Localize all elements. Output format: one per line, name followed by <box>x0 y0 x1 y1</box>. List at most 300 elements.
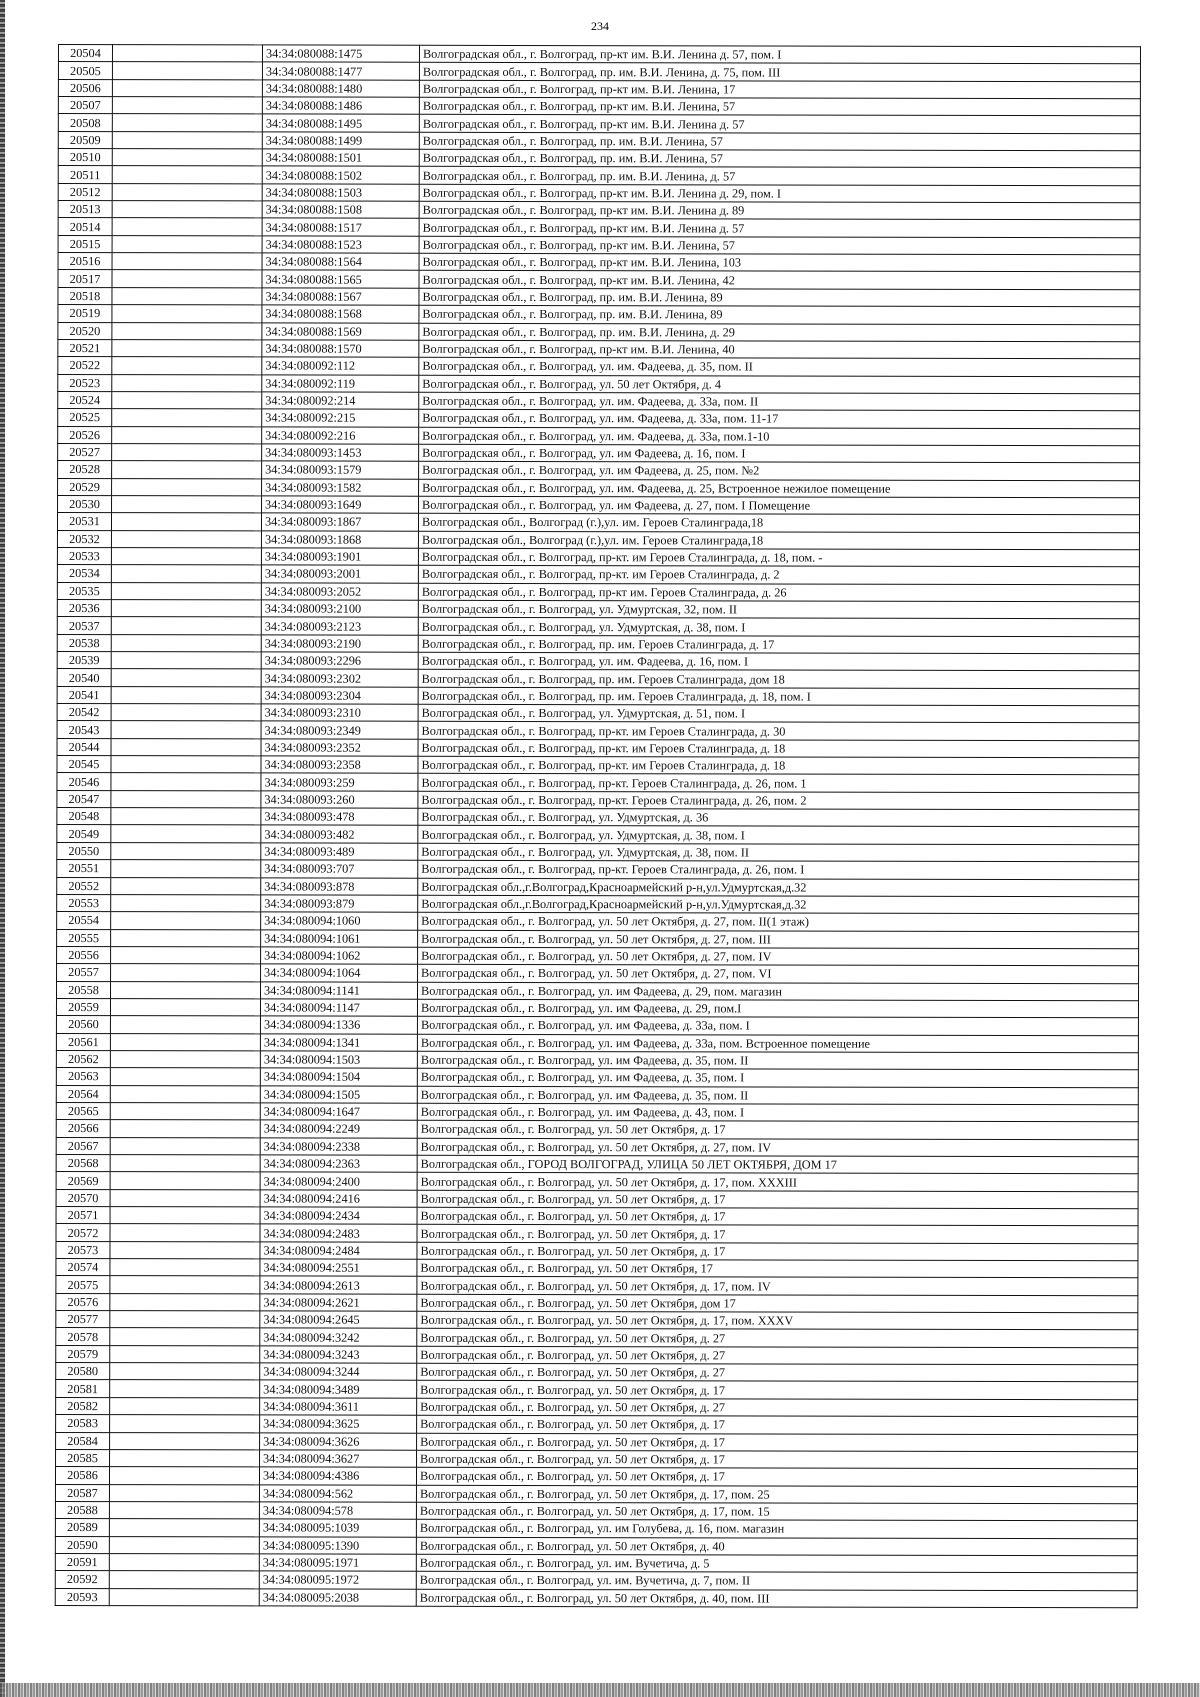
row-number: 20555 <box>57 929 111 946</box>
row-number: 20510 <box>58 149 112 166</box>
address: Волгоградская обл., г. Волгоград, ул. 50 лет Октября, дом 17 <box>417 1294 1138 1313</box>
row-number: 20556 <box>57 946 111 963</box>
cadastral-number: 34:34:080088:1564 <box>262 253 419 271</box>
table-row <box>56 1415 1138 1435</box>
address: Волгоградская обл., г. Волгоград, ул. 50 лет Октября, д. 27 <box>417 1346 1138 1365</box>
empty-cell <box>112 461 262 479</box>
row-number: 20568 <box>56 1154 110 1171</box>
empty-cell <box>112 305 262 323</box>
address: Волгоградская обл., г. Волгоград, пр-кт. им Героев Сталинграда, д. 18, пом. - <box>418 548 1139 567</box>
table-row <box>57 738 1139 758</box>
table-row <box>57 652 1139 672</box>
address: Волгоградская обл., г. Волгоград, ул. 50 лет Октября, д. 17 <box>417 1381 1138 1400</box>
address: Волгоградская обл., г. Волгоград, пр. им. В.И. Ленина, 57 <box>419 132 1140 151</box>
empty-cell <box>112 478 262 496</box>
row-number: 20533 <box>57 547 111 564</box>
row-number: 20541 <box>57 686 111 703</box>
table-row <box>58 201 1140 221</box>
table-row <box>56 1293 1138 1313</box>
address: Волгоградская обл., г. Волгоград, ул. 50 лет Октября, д. 17, пом. IV <box>417 1277 1138 1296</box>
cadastral-number: 34:34:080093:260 <box>261 791 418 809</box>
table-row <box>55 1501 1137 1521</box>
table-row <box>57 530 1139 550</box>
empty-cell <box>110 1276 260 1294</box>
empty-cell <box>111 981 261 999</box>
table-row <box>58 218 1140 238</box>
cadastral-number: 34:34:080094:3626 <box>260 1432 417 1450</box>
cadastral-number: 34:34:080094:2483 <box>260 1224 417 1242</box>
empty-cell <box>109 1501 259 1519</box>
empty-cell <box>112 149 262 167</box>
cadastral-number: 34:34:080094:1503 <box>260 1051 417 1069</box>
address: Волгоградская обл., ГОРОД ВОЛГОГРАД, УЛИЦА 50 ЛЕТ ОКТЯБРЯ, ДОМ 17 <box>417 1155 1138 1174</box>
address: Волгоградская обл., г. Волгоград, пр. им. Героев Сталинграда, д. 18, пом. I <box>418 687 1139 706</box>
table-row <box>58 391 1140 411</box>
table-row <box>57 617 1139 637</box>
row-number: 20582 <box>56 1397 110 1414</box>
address: Волгоградская обл., г. Волгоград, ул. 50 лет Октября, д. 40, пом. III <box>416 1589 1137 1608</box>
table-row <box>55 1519 1137 1539</box>
table-row <box>56 1449 1138 1469</box>
empty-cell <box>109 1484 259 1502</box>
table-row <box>57 565 1139 585</box>
address: Волгоградская обл., г. Волгоград, ул. им Фадеева, д. 35, пом. I <box>417 1069 1138 1088</box>
empty-cell <box>111 946 261 964</box>
empty-cell <box>111 513 261 531</box>
row-number: 20591 <box>55 1553 109 1570</box>
cadastral-number: 34:34:080094:3611 <box>260 1398 417 1416</box>
cadastral-number: 34:34:080094:2434 <box>260 1207 417 1225</box>
cadastral-number: 34:34:080094:1147 <box>260 999 417 1017</box>
cadastral-number: 34:34:080088:1475 <box>262 45 419 63</box>
row-number: 20520 <box>58 322 112 339</box>
row-number: 20539 <box>57 652 111 669</box>
cadastral-number: 34:34:080093:259 <box>261 773 418 791</box>
table-row <box>57 981 1139 1001</box>
table-row <box>57 756 1139 776</box>
table-row <box>58 461 1140 481</box>
empty-cell <box>111 773 261 791</box>
empty-cell <box>110 1397 260 1415</box>
table-row <box>57 547 1139 567</box>
table-row <box>56 1380 1138 1400</box>
table-row <box>58 287 1140 307</box>
table-row <box>56 1189 1138 1209</box>
empty-cell <box>110 1311 260 1329</box>
cadastral-number: 34:34:080088:1499 <box>262 132 419 150</box>
table-row <box>57 842 1139 862</box>
empty-cell <box>112 97 262 115</box>
row-number: 20548 <box>57 808 111 825</box>
empty-cell <box>112 131 262 149</box>
cadastral-number: 34:34:080094:562 <box>259 1484 416 1502</box>
cadastral-number: 34:34:080088:1495 <box>262 114 419 132</box>
empty-cell <box>111 669 261 687</box>
empty-cell <box>111 634 261 652</box>
empty-cell <box>109 1467 259 1485</box>
table-row <box>58 443 1140 463</box>
empty-cell <box>109 1536 259 1554</box>
empty-cell <box>111 686 261 704</box>
empty-cell <box>110 1293 260 1311</box>
table-row <box>58 131 1140 151</box>
row-number: 20523 <box>58 374 112 391</box>
row-number: 20587 <box>55 1484 109 1501</box>
address: Волгоградская обл., г. Волгоград, пр-кт им. Героев Сталинграда, д. 26 <box>418 583 1139 602</box>
table-row <box>58 478 1140 498</box>
cadastral-number: 34:34:080094:3625 <box>260 1415 417 1433</box>
table-row <box>55 1553 1137 1573</box>
cadastral-number: 34:34:080095:1972 <box>259 1571 416 1589</box>
empty-cell <box>110 1172 260 1190</box>
address: Волгоградская обл., г. Волгоград, ул. 50 лет Октября, д. 17, пом. XXXIII <box>417 1173 1138 1192</box>
table-row <box>57 582 1139 602</box>
empty-cell <box>111 738 261 756</box>
cadastral-number: 34:34:080093:1867 <box>261 513 418 531</box>
address: Волгоградская обл., г. Волгоград, пр-кт им. В.И. Ленина д. 57 <box>419 115 1140 134</box>
address: Волгоградская обл., г. Волгоград, ул. 50 лет Октября, д. 17, пом. XXXV <box>417 1311 1138 1330</box>
address: Волгоградская обл., г. Волгоград, ул. им. Фадеева, д. 35, пом. II <box>419 357 1140 376</box>
row-number: 20592 <box>55 1571 109 1588</box>
empty-cell <box>112 270 262 288</box>
address: Волгоградская обл., г. Волгоград, пр-кт им. В.И. Ленина д. 57, пом. I <box>419 45 1140 64</box>
cadastral-number: 34:34:080094:3627 <box>260 1450 417 1468</box>
empty-cell <box>111 600 261 618</box>
cadastral-number: 34:34:080088:1569 <box>262 322 419 340</box>
row-number: 20593 <box>55 1588 109 1605</box>
address: Волгоградская обл.,г.Волгоград,Красноармейский р-н,ул.Удмуртская,д.32 <box>418 878 1139 897</box>
cadastral-number: 34:34:080088:1523 <box>262 236 419 254</box>
cadastral-number: 34:34:080093:878 <box>261 877 418 895</box>
table-row <box>56 1241 1138 1261</box>
empty-cell <box>111 860 261 878</box>
address: Волгоградская обл., г. Волгоград, ул. им Фадеева, д. 33а, пом. I <box>417 1017 1138 1036</box>
table-row <box>55 1571 1137 1591</box>
address: Волгоградская обл., г. Волгоград, пр. им. Героев Сталинграда, дом 18 <box>418 670 1139 689</box>
row-number: 20566 <box>56 1120 110 1137</box>
table-row <box>56 1050 1138 1070</box>
address: Волгоградская обл., г. Волгоград, пр-кт им. В.И. Ленина, 103 <box>419 253 1140 272</box>
row-number: 20576 <box>56 1293 110 1310</box>
address: Волгоградская обл., г. Волгоград, пр-кт. Героев Сталинграда, д. 26, пом. 1 <box>418 774 1139 793</box>
cadastral-number: 34:34:080088:1502 <box>262 166 419 184</box>
address: Волгоградская обл., г. Волгоград, ул. им. Фадеева, д. 25, Встроенное нежилое помещение <box>419 479 1140 498</box>
empty-cell <box>111 565 261 583</box>
empty-cell <box>111 548 261 566</box>
address: Волгоградская обл., г. Волгоград, ул. 50 лет Октября, д. 17 <box>417 1207 1138 1226</box>
table-row <box>56 1311 1138 1331</box>
empty-cell <box>110 1137 260 1155</box>
cadastral-number: 34:34:080092:119 <box>262 374 419 392</box>
row-number: 20535 <box>57 582 111 599</box>
table-row <box>57 860 1139 880</box>
row-number: 20513 <box>58 201 112 218</box>
row-number: 20538 <box>57 634 111 651</box>
empty-cell <box>110 1449 260 1467</box>
row-number: 20571 <box>56 1207 110 1224</box>
cadastral-number: 34:34:080093:2358 <box>261 756 418 774</box>
cadastral-number: 34:34:080095:1390 <box>259 1536 416 1554</box>
cadastral-number: 34:34:080093:2100 <box>261 600 418 618</box>
address: Волгоградская обл., г. Волгоград, ул. 50 лет Октября, д. 17 <box>417 1190 1138 1209</box>
cadastral-number: 34:34:080094:2249 <box>260 1120 417 1138</box>
table-row <box>57 877 1139 897</box>
cadastral-number: 34:34:080088:1477 <box>262 62 419 80</box>
empty-cell <box>111 790 261 808</box>
row-number: 20518 <box>58 287 112 304</box>
table-row <box>56 1172 1138 1192</box>
empty-cell <box>111 704 261 722</box>
row-number: 20551 <box>57 860 111 877</box>
row-number: 20567 <box>56 1137 110 1154</box>
row-number: 20558 <box>57 981 111 998</box>
address: Волгоградская обл., г. Волгоград, ул. им. Вучетича, д. 5 <box>416 1554 1137 1573</box>
row-number: 20552 <box>57 877 111 894</box>
row-number: 20585 <box>56 1449 110 1466</box>
cadastral-number: 34:34:080093:478 <box>261 808 418 826</box>
cadastral-number: 34:34:080088:1501 <box>262 149 419 167</box>
address: Волгоградская обл., г. Волгоград, пр. им. Героев Сталинграда, д. 17 <box>418 635 1139 654</box>
address: Волгоградская обл., г. Волгоград, ул. им Фадеева, д. 33а, пом. Встроенное помещение <box>417 1034 1138 1053</box>
row-number: 20572 <box>56 1224 110 1241</box>
cadastral-number: 34:34:080093:2190 <box>261 635 418 653</box>
table-row <box>56 1276 1138 1296</box>
address: Волгоградская обл., г. Волгоград, ул. Удмуртская, д. 38, пом. I <box>418 826 1139 845</box>
cadastral-number: 34:34:080094:1064 <box>261 964 418 982</box>
empty-cell <box>110 1259 260 1277</box>
empty-cell <box>111 652 261 670</box>
empty-cell <box>111 582 261 600</box>
table-row <box>58 183 1140 203</box>
cadastral-number: 34:34:080088:1567 <box>262 288 419 306</box>
row-number: 20549 <box>57 825 111 842</box>
scan-edge-left <box>0 0 5 1697</box>
cadastral-number: 34:34:080093:2352 <box>261 739 418 757</box>
empty-cell <box>111 964 261 982</box>
empty-cell <box>110 1345 260 1363</box>
row-number: 20574 <box>56 1259 110 1276</box>
table-row <box>58 149 1140 169</box>
table-row <box>55 1484 1137 1504</box>
table-row <box>57 825 1139 845</box>
table-row <box>57 894 1139 914</box>
address: Волгоградская обл., г. Волгоград, ул. 50 лет Октября, д. 17, пом. 15 <box>416 1502 1137 1521</box>
empty-cell <box>112 62 262 80</box>
address: Волгоградская обл., г. Волгоград, ул. 50 лет Октября, 17 <box>417 1259 1138 1278</box>
table-row <box>58 97 1140 117</box>
cadastral-number: 34:34:080094:2400 <box>260 1172 417 1190</box>
table-row <box>56 1259 1138 1279</box>
row-number: 20531 <box>57 513 111 530</box>
row-number: 20544 <box>57 738 111 755</box>
table-row <box>57 721 1139 741</box>
cadastral-number: 34:34:080095:1039 <box>259 1519 416 1537</box>
cadastral-number: 34:34:080094:1504 <box>260 1068 417 1086</box>
page-number: 234 <box>591 19 609 33</box>
table-row <box>57 964 1139 984</box>
row-number: 20561 <box>56 1033 110 1050</box>
table-row <box>58 374 1140 394</box>
cadastral-number: 34:34:080088:1565 <box>262 270 419 288</box>
cadastral-number: 34:34:080094:2613 <box>260 1276 417 1294</box>
row-number: 20589 <box>55 1519 109 1536</box>
address: Волгоградская обл., г. Волгоград, ул. Удмуртская, 32, пом. II <box>418 600 1139 619</box>
row-number: 20509 <box>58 131 112 148</box>
table-row <box>56 1120 1138 1140</box>
address: Волгоградская обл., г. Волгоград, ул. Удмуртская, д. 38, пом. I <box>418 618 1139 637</box>
cadastral-number: 34:34:080088:1503 <box>262 184 419 202</box>
row-number: 20522 <box>58 357 112 374</box>
address: Волгоградская обл., г. Волгоград, ул. 50 лет Октября, д. 17 <box>417 1433 1138 1452</box>
cadastral-number: 34:34:080094:1336 <box>260 1016 417 1034</box>
empty-cell <box>111 894 261 912</box>
address: Волгоградская обл., г. Волгоград, ул. 50 лет Октября, д. 27, пом. VI <box>418 964 1139 983</box>
table-row <box>56 1363 1138 1383</box>
row-number: 20562 <box>56 1050 110 1067</box>
table-row <box>57 634 1139 654</box>
table-row <box>58 357 1140 377</box>
cadastral-number: 34:34:080093:1649 <box>262 496 419 514</box>
address: Волгоградская обл., г. Волгоград, ул. им Фадеева, д. 29, пом. магазин <box>418 982 1139 1001</box>
address: Волгоградская обл., г. Волгоград, ул. Удмуртская, д. 51, пом. I <box>418 704 1139 723</box>
empty-cell <box>111 842 261 860</box>
address: Волгоградская обл., г. Волгоград, ул. им Фадеева, д. 35, пом. II <box>417 1086 1138 1105</box>
empty-cell <box>110 1328 260 1346</box>
row-number: 20550 <box>57 842 111 859</box>
address: Волгоградская обл., Волгоград (г.),ул. им. Героев Сталинграда,18 <box>418 514 1139 533</box>
address: Волгоградская обл., г. Волгоград, ул. им Фадеева, д. 16, пом. I <box>419 444 1140 463</box>
empty-cell <box>112 201 262 219</box>
empty-cell <box>112 409 262 427</box>
cadastral-number: 34:34:080093:2052 <box>261 583 418 601</box>
address: Волгоградская обл., г. Волгоград, ул. им. Вучетича, д. 7, пом. II <box>416 1572 1137 1591</box>
address: Волгоградская обл., г. Волгоград, ул. 50 лет Октября, д. 27 <box>417 1398 1138 1417</box>
empty-cell <box>109 1519 259 1537</box>
row-number: 20581 <box>56 1380 110 1397</box>
address: Волгоградская обл., г. Волгоград, ул. им. Фадеева, д. 33а, пом.1-10 <box>419 427 1140 446</box>
empty-cell <box>110 1051 260 1069</box>
cadastral-number: 34:34:080094:1060 <box>261 912 418 930</box>
empty-cell <box>112 374 262 392</box>
row-number: 20554 <box>57 912 111 929</box>
cadastral-number: 34:34:080094:1341 <box>260 1034 417 1052</box>
empty-cell <box>110 1189 260 1207</box>
address: Волгоградская обл., г. Волгоград, ул. им. Фадеева, д. 16, пом. I <box>418 652 1139 671</box>
empty-cell <box>111 912 261 930</box>
empty-cell <box>110 1224 260 1242</box>
cadastral-number: 34:34:080094:4386 <box>259 1467 416 1485</box>
row-number: 20527 <box>58 443 112 460</box>
cadastral-number: 34:34:080094:1062 <box>261 947 418 965</box>
empty-cell <box>112 79 262 97</box>
row-number: 20586 <box>55 1467 109 1484</box>
table-row <box>55 1467 1137 1487</box>
address: Волгоградская обл., г. Волгоград, ул. им Фадеева, д. 25, пом. №2 <box>419 462 1140 481</box>
row-number: 20519 <box>58 305 112 322</box>
table-row <box>57 773 1139 793</box>
cadastral-number: 34:34:080094:578 <box>259 1502 416 1520</box>
row-number: 20573 <box>56 1241 110 1258</box>
address: Волгоградская обл., г. Волгоград, пр-кт им. В.И. Ленина, 57 <box>419 236 1140 255</box>
address: Волгоградская обл., г. Волгоград, ул. им. Фадеева, д. 33а, пом. II <box>419 392 1140 411</box>
table-row <box>56 1328 1138 1348</box>
address: Волгоградская обл., г. Волгоград, пр-кт. им Героев Сталинграда, д. 18 <box>418 739 1139 758</box>
table-row <box>57 686 1139 706</box>
empty-cell <box>112 287 262 305</box>
row-number: 20560 <box>56 1016 110 1033</box>
table-row <box>58 322 1140 342</box>
address: Волгоградская обл., г. Волгоград, ул. 50 лет Октября, д. 17 <box>417 1242 1138 1261</box>
address: Волгоградская обл., г. Волгоград, ул. 50 лет Октября, д. 17 <box>417 1450 1138 1469</box>
address: Волгоградская обл., г. Волгоград, ул. 50 лет Октября, д. 17 <box>417 1121 1138 1140</box>
empty-cell <box>110 1155 260 1173</box>
address: Волгоградская обл., г. Волгоград, ул. 50 лет Октября, д. 27, пом. II(1 этаж) <box>418 912 1139 931</box>
cadastral-number: 34:34:080093:2302 <box>261 669 418 687</box>
table-row <box>55 1588 1137 1608</box>
empty-cell <box>110 1380 260 1398</box>
table-row <box>56 1016 1138 1036</box>
row-number: 20526 <box>58 426 112 443</box>
cadastral-number: 34:34:080093:2304 <box>261 687 418 705</box>
empty-cell <box>110 1016 260 1034</box>
cadastral-number: 34:34:080094:2551 <box>260 1259 417 1277</box>
cadastral-number: 34:34:080093:2296 <box>261 652 418 670</box>
row-number: 20532 <box>57 530 111 547</box>
table-row <box>56 1068 1138 1088</box>
address: Волгоградская обл., г. Волгоград, ул. 50 лет Октября, д. 27, пом. III <box>418 930 1139 949</box>
row-number: 20505 <box>58 62 112 79</box>
empty-cell <box>111 808 261 826</box>
table-row <box>56 1207 1138 1227</box>
cadastral-number: 34:34:080088:1568 <box>262 305 419 323</box>
table-row <box>57 669 1139 689</box>
table-row <box>58 270 1140 290</box>
table-row <box>56 1432 1138 1452</box>
cadastral-number: 34:34:080088:1508 <box>262 201 419 219</box>
address: Волгоградская обл., г. Волгоград, ул. им Фадеева, д. 29, пом.I <box>417 999 1138 1018</box>
cadastral-number: 34:34:080093:2001 <box>261 565 418 583</box>
cadastral-number: 34:34:080093:489 <box>261 843 418 861</box>
table-row <box>57 929 1139 949</box>
empty-cell <box>111 530 261 548</box>
row-number: 20537 <box>57 617 111 634</box>
table-row <box>58 45 1140 65</box>
row-number: 20563 <box>56 1068 110 1085</box>
cadastral-number: 34:34:080092:216 <box>262 426 419 444</box>
address: Волгоградская обл., г. Волгоград, пр. им. В.И. Ленина, 57 <box>419 149 1140 168</box>
row-number: 20559 <box>56 998 110 1015</box>
cadastral-number: 34:34:080094:1061 <box>261 929 418 947</box>
cadastral-number: 34:34:080093:1868 <box>261 531 418 549</box>
row-number: 20521 <box>58 339 112 356</box>
address: Волгоградская обл., г. Волгоград, пр-кт. им Героев Сталинграда, д. 18 <box>418 756 1139 775</box>
table-row <box>56 1102 1138 1122</box>
row-number: 20508 <box>58 114 112 131</box>
cadastral-number: 34:34:080094:2363 <box>260 1155 417 1173</box>
cadastral-number: 34:34:080094:2338 <box>260 1138 417 1156</box>
table-row <box>58 166 1140 186</box>
cadastral-number: 34:34:080094:3243 <box>260 1346 417 1364</box>
empty-cell <box>112 339 262 357</box>
cadastral-number: 34:34:080093:2349 <box>261 721 418 739</box>
address: Волгоградская обл., г. Волгоград, пр-кт им. В.И. Ленина, 57 <box>419 97 1140 116</box>
empty-cell <box>112 45 262 63</box>
address: Волгоградская обл., г. Волгоград, ул. им Голубева, д. 16, пом. магазин <box>416 1519 1137 1538</box>
table-row <box>55 1536 1137 1556</box>
cadastral-number: 34:34:080088:1570 <box>262 340 419 358</box>
empty-cell <box>110 1103 260 1121</box>
row-number: 20524 <box>58 391 112 408</box>
